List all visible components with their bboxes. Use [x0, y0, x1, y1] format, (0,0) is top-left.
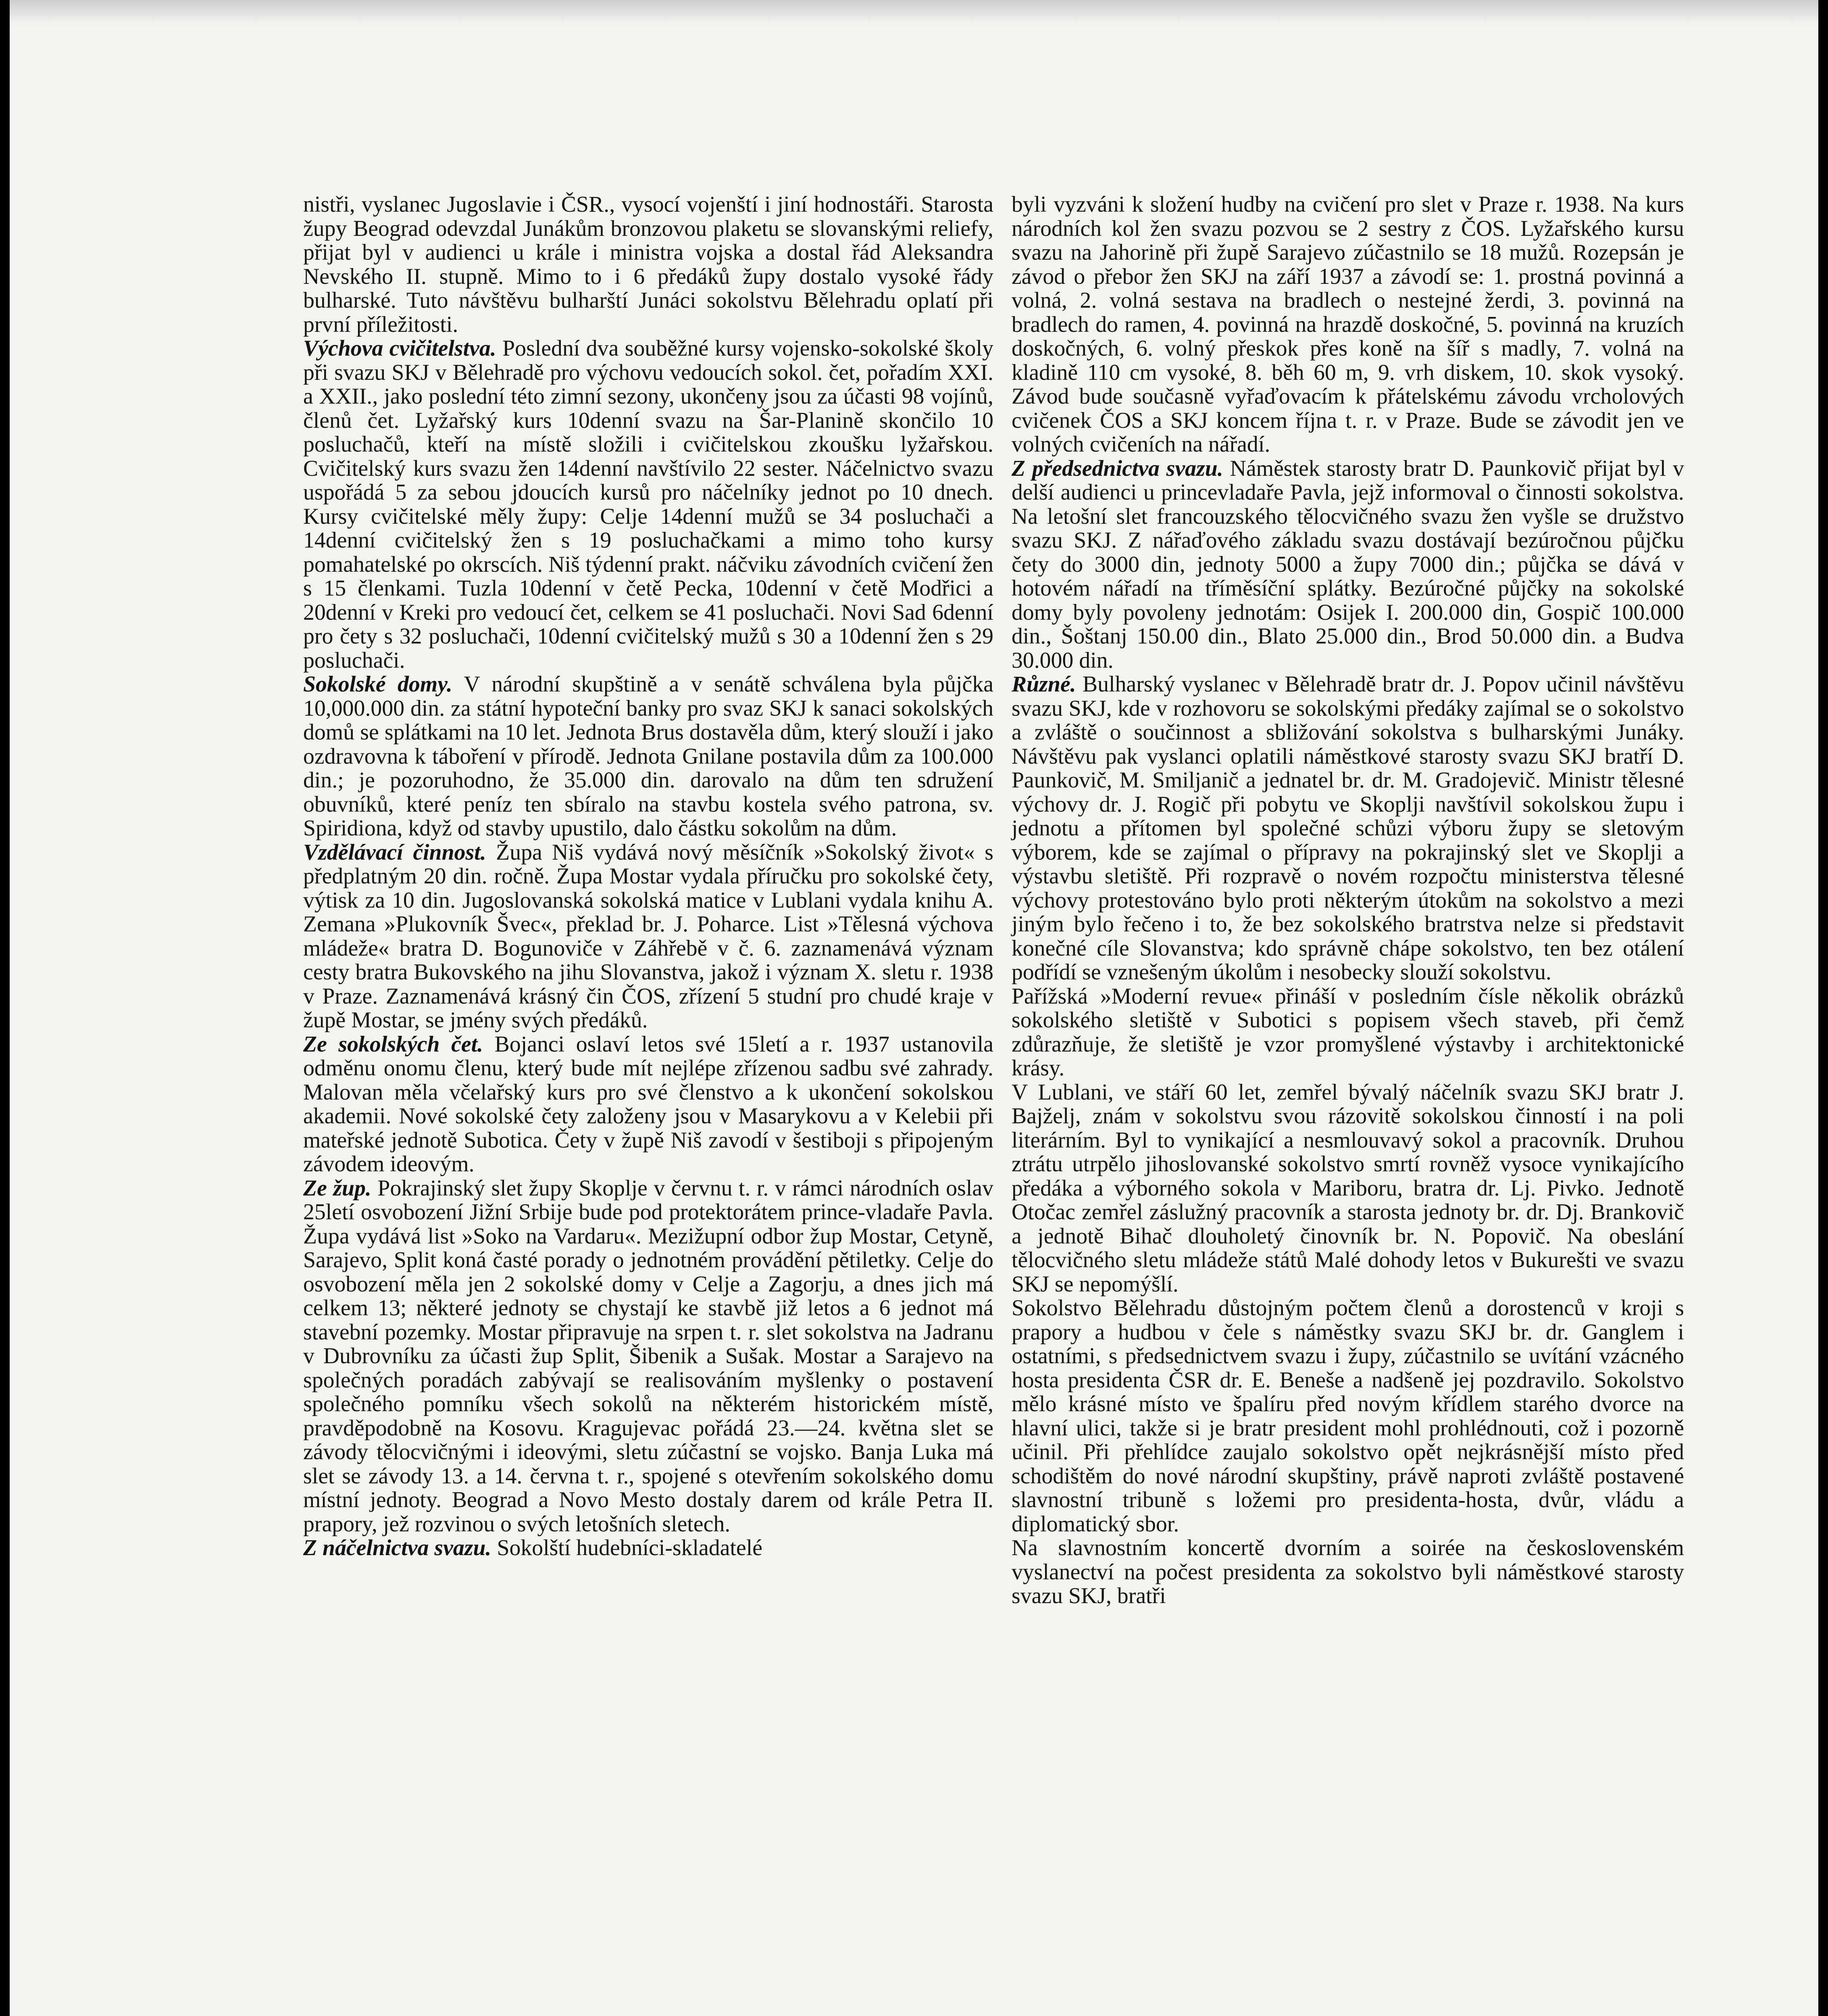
paragraph-text: Bojanci oslaví letos své 15letí a r. 1937 ustanovila odměnu onomu členu, který bude mít nejlépe zřízenou sadbu své zahrady. Malovan měla včelařský kurs pro své členstvo a k ukončení sokolskou akademii. Nové sokolské čety založeny jsou v Masarykovu a v Kelebii při mateřské jednotě Subotica. Čety v župě Niš zavodí v šestiboji s připojeným závodem ideovým. — [303, 1031, 994, 1177]
paragraph-text: Župa Niš vydává nový měsíčník »Sokolský život« s předplatným 20 din. ročně. Župa Mostar vydala příručku pro sokolské čety, výtisk za 10 din. Jugoslovanská sokolská matice v Lublani vydala knihu A. Zemana »Plukovník Švec«, překlad br. J. Poharce. List »Tělesná výchova mládeže« bratra D. Bogunoviče v Záhřebě v č. 6. zaznamenává význam cesty bratra Bukovského na jihu Slovanstva, jakož i význam X. sletu r. 1938 v Praze. Zaznamenává krásný čin ČOS, zřízení 5 studní pro chudé kraje v župě Mostar, se jmény svých předáků. — [303, 839, 993, 1033]
paragraph — [1012, 985, 1684, 1081]
section-heading: Ze sokolských čet. — [303, 1031, 483, 1057]
paragraph-text: byli vyzváni k složení hudby na cvičení pro slet v Praze r. 1938. Na kurs národních kol žen svazu pozvou se 2 sestry z ČOS. Lyžařského kursu svazu na Jahorině při župě Sarajevo zúčastnilo se 18 mužů. Rozepsán je závod o přebor žen SKJ na září 1937 a závodí se: 1. prostná povinná a volná, 2. volná sestava na bradlech o nestejné žerdi, 3. povinná na bradlech do ramen, 4. povinná na hrazdě doskočné, 5. povinná na kruzích doskočných, 6. volný přeskok přes koně na šíř s madly, 7. volná na kladině 110 cm vysoké, 8. běh 60 m, 9. vrh diskem, 10. skok vysoký. Závod bude současně vyřaďovacím k přátelskému závodu vrcholových cvičenek ČOS a SKJ koncem října t. r. v Praze. Bude se závodit jen ve volných cvičeních na nářadí. — [1012, 192, 1684, 457]
paragraph-text: Pařížská »Moderní revue« přináší v posledním čísle několik obrázků sokolského sletiště v Subotici s popisem všech staveb, při čemž zdůrazňuje, že sletiště je vzor promyšlené výstavby i architektonické krásy. — [1012, 983, 1684, 1081]
section-heading: Z náčelnictva svazu. — [303, 1535, 491, 1560]
section-heading: Výchova cvičitelstva. — [303, 336, 496, 361]
paragraph-text: Bulharský vyslanec v Bělehradě bratr dr. J. Popov učinil návštěvu svazu SKJ, kde v rozhovoru se sokolskými předáky zajímal se o sokolstvo a zvláště o součinnost a sbližování sokolstva s bulharskými Junáky. Návštěvu pak vyslanci oplatili náměstkové starosty svazu SKJ bratří D. Paunkovič, M. Smiljanič a jednatel br. dr. M. Gradojevič. Ministr tělesné výchovy dr. J. Rogič při pobytu ve Skoplji navštívil sokolskou župu i jednotu a přítomen byl společné schůzi výboru župy se sletovým výborem, kde se zajímal o přípravy na pokrajinský slet ve Skoplji a výstavbu sletiště. Při rozpravě o novém rozpočtu ministerstva tělesné výchovy protestováno bylo proti některým útokům na sokolstvo a mezi jiným bylo řečeno i to, že bez sokolského bratrstva nelze si představit konečné cíle Slovanstva; kdo správně chápe sokolstvo, ten bez otálení podřídí se vznešeným úkolům i nesobecky slouží sokolstvu. — [1012, 672, 1684, 985]
section-heading: Ze žup. — [303, 1175, 371, 1201]
paragraph-text: Sokolští hudebníci-skladatelé — [497, 1535, 763, 1560]
paragraph — [1012, 193, 1684, 457]
paragraph-text: V Lublani, ve stáří 60 let, zemřel bývalý náčelník svazu SKJ bratr J. Bajželj, znám v sokolstvu svou rázovitě sokolskou činností i na poli literárním. Byl to vynikající a nesmlouvavý sokol a pracovník. Druhou ztrátu utrpělo jihoslovanské sokolstvo smrtí rovněž vysoce vynikajícího předáka a výborného sokola v Mariboru, bratra dr. Lj. Pivko. Jednotě Otočac zemřel záslužný pracovník a starosta jednoty br. dr. Dj. Brankovič a jednotě Bihač dlouholetý činovník br. N. Popovič. Na obeslání tělocvičného sletu mládeže států Malé dohody letos v Bukurešti ve svazu SKJ se nepomýšlí. — [1012, 1079, 1684, 1297]
paragraph — [303, 337, 993, 673]
paragraph — [303, 193, 993, 337]
paragraph — [303, 1536, 993, 1560]
paragraph — [1012, 1296, 1684, 1536]
paragraph-text: Pokrajinský slet župy Skoplje v červnu t. r. v rámci národních oslav 25letí osvobození Jižní Srbije bude pod protektorátem prince-vladaře Pavla. Župa vydává list »Soko na Vardaru«. Mezižupní odbor žup Mostar, Cetyně, Sarajevo, Split koná časté porady o jednotném provádění pětiletky. Celje do osvobození měla jen 2 sokolské domy v Celje a Zagorju, a dnes jich má celkem 13; některé jednoty se chystají ke stavbě již letos a 6 jednot má stavební pozemky. Mostar připravuje na srpen t. r. slet sokolstva na Jadranu v Dubrovníku za účasti žup Split, Šibenik a Sušak. Mostar a Sarajevo na společných poradách zabývají se realisováním myšlenky o postavení společného pomníku všech sokolů na některém historickém místě, pravděpodobně na Kosovu. Kragujevac pořádá 23.—24. května slet se závody tělocvičnými i ideovými, sletu zúčastní se vojsko. Banja Luka má slet se závody 13. a 14. června t. r., spojené s otevřením sokolského domu místní jednoty. Beograd a Novo Mesto dostaly darem od krále Petra II. prapory, jež rozvinou o svých letošních sletech. — [303, 1175, 994, 1537]
paragraph — [1012, 1081, 1684, 1297]
right-text-column — [1012, 193, 1684, 1608]
paragraph-text: Náměstek starosty bratr D. Paunkovič přijat byl v delší audienci u princevladaře Pavla, jejž informoval o činnosti sokolstva. Na letošní slet francouzského tělocvičného svazu žen vyšle se družstvo svazu SKJ. Z nářaďového základu svazu dostávají bezúročnou půjčku čety do 3000 din, jednoty 5000 a župy 7000 din.; půjčka se dává v hotovém nářadí na tříměsíční splátky. Bezúročné půjčky na sokolské domy byly povoleny jednotám: Osijek I. 200.000 din, Gospič 100.000 din., Šoštanj 150.00 din., Blato 25.000 din., Brod 50.000 din. a Budva 30.000 din. — [1012, 456, 1684, 673]
section-heading: Z předsednictva svazu. — [1012, 456, 1223, 481]
section-heading: Vzdělávací činnost. — [303, 839, 486, 865]
paragraph-text: Sokolstvo Bělehradu důstojným počtem členů a dorostenců v kroji s prapory a hudbou v čele s náměstky svazu SKJ br. dr. Ganglem i ostatními, s předsednictvem svazu i župy, zúčastnilo se uvítání vzácného hosta presidenta ČSR dr. E. Beneše a nadšeně jej pozdravilo. Sokolstvo mělo krásné místo ve špalíru před novým křídlem starého dvorce na hlavní ulici, takže si je bratr president mohl prohlédnouti, což i pozorně učinil. Při přehlídce zaujalo sokolstvo opět nejkrásnější místo před schodištěm do nové národní skupštiny, právě naproti zvláště postavené slavnostní tribuně s ložemi pro presidenta-hosta, dvůr, vládu a diplomatický sbor. — [1012, 1295, 1684, 1537]
paragraph-text: Poslední dva souběžné kursy vojensko-sokolské školy při svazu SKJ v Bělehradě pro výchovu vedoucích sokol. čet, pořadím XXI. a XXII., jako poslední této zimní sezony, ukončeny jsou za účasti 98 vojínů, členů čet. Lyžařský kurs 10denní svazu na Šar-Planině skončilo 10 posluchačů, kteří na místě složili i cvičitelskou zkoušku lyžařskou. Cvičitelský kurs svazu žen 14denní navštívilo 22 sester. Náčelnictvo svazu uspořádá 5 za sebou jdoucích kursů pro náčelníky jednot po 10 dnech. Kursy cvičitelské měly župy: Celje 14denní mužů se 34 posluchači a 14denní cvičitelský žen s 19 posluchačkami a mimo toho kursy pomahatelské po okrscích. Niš týdenní prakt. náčviku závodních cvičení žen s 15 členkami. Tuzla 10denní v četě Pecka, 10denní v četě Modřici a 20denní v Kreki pro vedoucí čet, celkem se 41 posluchači. Novi Sad 6denní pro čety s 32 posluchači, 10denní cvičitelský mužů s 30 a 10denní žen s 29 posluchači. — [303, 336, 993, 673]
paragraph — [1012, 1536, 1684, 1608]
paragraph-text: Na slavnostním koncertě dvorním a soirée na československém vyslanectví na počest presidenta za sokolstvo byli náměstkové starosty svazu SKJ, bratři — [1012, 1535, 1684, 1608]
paragraph — [303, 841, 993, 1033]
paragraph — [1012, 457, 1684, 673]
paragraph — [303, 1177, 993, 1537]
left-text-column — [303, 193, 993, 1560]
section-heading: Sokolské domy. — [303, 672, 452, 697]
section-heading: Různé. — [1012, 672, 1076, 697]
paragraph-text: V národní skupštině a v senátě schválena byla půjčka 10,000.000 din. za státní hypoteční banky pro svaz SKJ k sanaci sokolských domů se splátkami na 10 let. Jednota Brus dostavěla dům, který slouží i jako ozdravovna k táboření v přírodě. Jednota Gnilane postavila dům za 100.000 din.; je pozoruhodno, že 35.000 din. darovalo na dům ten sdružení obuvníků, které peníz ten sbíralo na stavbu kostela svého patrona, sv. Spiridiona, když od stavby upustilo, dalo částku sokolům na dům. — [303, 672, 993, 841]
paragraph — [1012, 673, 1684, 985]
scanned-page — [10, 0, 1818, 2016]
paragraph-text: nistři, vyslanec Jugoslavie i ČSR., vysocí vojenští i jiní hodnostáři. Starosta župy Beograd odevzdal Junákům bronzovou plaketu se slovanskými reliefy, přijat byl v audienci u krále i ministra vojska a dostal řád Aleksandra Nevského II. stupně. Mimo to i 6 předáků župy dostalo vysoké řády bulharské. Tuto návštěvu bulharští Junáci sokolstvu Bělehradu oplatí při první příležitosti. — [303, 192, 993, 337]
paragraph — [303, 1033, 993, 1177]
paragraph — [303, 673, 993, 841]
